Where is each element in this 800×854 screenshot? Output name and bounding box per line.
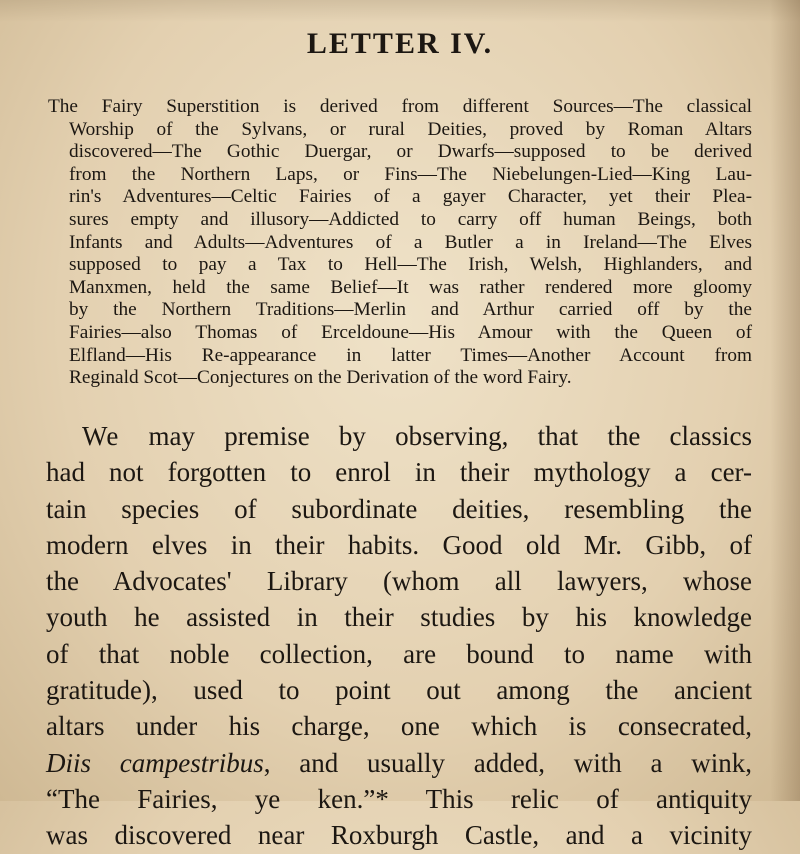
body-line-text: may premise by observing, that the classics xyxy=(119,421,752,451)
summary-line: discovered—The Gothic Duergar, or Dwarfs—supposed to be derived xyxy=(69,141,752,163)
body-line xyxy=(46,745,752,781)
body-line xyxy=(46,418,752,454)
body-line: of that noble collection, are bound to name with xyxy=(46,638,752,669)
body-line: “The Fairies, ye ken.”* This relic of antiquity xyxy=(46,783,752,814)
summary-line: from the Northern Laps, or Fins—The Niebelungen-Lied—King Lau- xyxy=(69,163,752,185)
letter-heading: LETTER IV. xyxy=(306,27,494,60)
summary-line: rin's Adventures—Celtic Fairies of a gayer Character, yet their Plea- xyxy=(69,186,752,208)
body-line: youth he assisted in their studies by his knowledge xyxy=(46,602,752,633)
body-line: modern elves in their habits. Good old Mr. Gibb, of xyxy=(46,529,752,560)
body-line: tain species of subordinate deities, resembling the xyxy=(46,493,752,524)
body-line: was discovered near Roxburgh Castle, and a vicinity xyxy=(46,820,752,851)
body-line: the Advocates' Library (whom all lawyers, whose xyxy=(46,566,752,597)
summary-line: The Fairy Superstition is derived from different Sources—The classical xyxy=(48,96,752,117)
summary-line: Infants and Adults—Adventures of a Butler a in Ireland—The Elves xyxy=(69,231,752,253)
body-line-text: , and usually added, with a wink, xyxy=(263,747,753,778)
page-edge-shadow xyxy=(770,0,800,801)
body-line: had not forgotten to enrol in their mythology a cer- xyxy=(46,457,752,488)
chapter-summary xyxy=(48,96,752,390)
latin-inscription: Diis campestribus xyxy=(46,747,264,778)
body-line: gratitude), used to point out among the ancient xyxy=(46,675,752,706)
summary-line: Fairies—also Thomas of Erceldoune—His Amour with the Queen of xyxy=(69,321,752,343)
summary-line: Reginald Scot—Conjectures on the Derivation of the word Fairy. xyxy=(69,367,572,389)
summary-line: by the Northern Traditions—Merlin and Arthur carried off by the xyxy=(69,299,752,321)
body-paragraph xyxy=(46,418,752,854)
summary-line: Manxmen, held the same Belief—It was rather rendered more gloomy xyxy=(69,276,752,298)
summary-line: sures empty and illusory—Addicted to carry off human Beings, both xyxy=(69,208,752,230)
summary-line: Worship of the Sylvans, or rural Deities, proved by Roman Altars xyxy=(69,118,752,140)
summary-line: Elfland—His Re-appearance in latter Times—Another Account from xyxy=(69,344,752,366)
body-line: altars under his charge, one which is consecrated, xyxy=(46,711,752,742)
page-top-shadow xyxy=(0,0,800,22)
summary-line: supposed to pay a Tax to Hell—The Irish, Welsh, Highlanders, and xyxy=(69,254,752,276)
initial-word: We xyxy=(82,421,120,451)
